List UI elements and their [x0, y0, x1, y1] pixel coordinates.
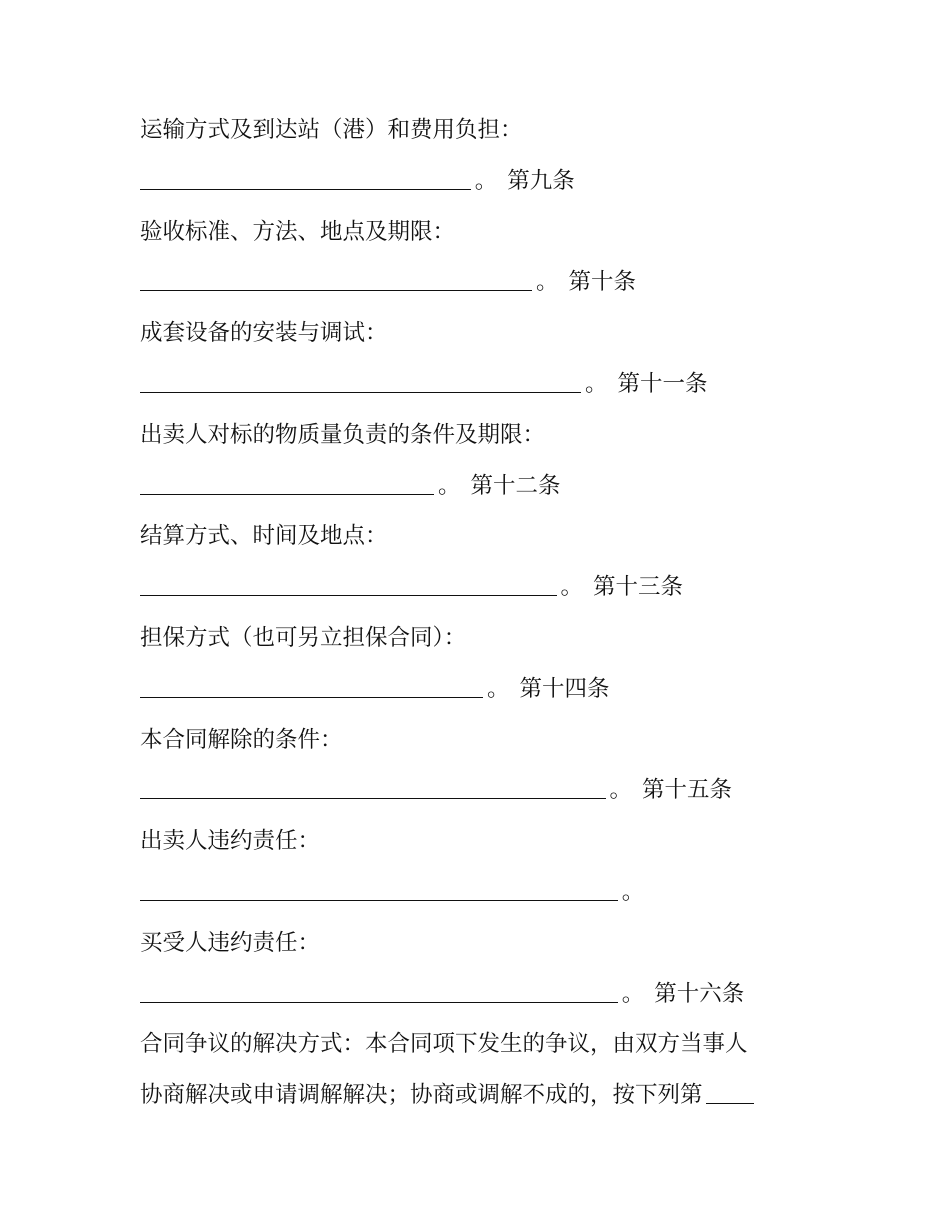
- fill-in-blank[interactable]: [140, 158, 471, 190]
- blank-fill-line: [140, 765, 820, 816]
- clause-text-line: 运输方式及到达站（港）和费用负担：: [140, 117, 523, 143]
- blank-fill-line: [140, 664, 820, 715]
- article-number: 第十一条: [617, 370, 708, 397]
- fill-in-blank[interactable]: [706, 1072, 754, 1104]
- period-mark: 。: [621, 980, 645, 1007]
- period-mark: 。: [438, 472, 461, 499]
- fill-in-blank[interactable]: [140, 361, 581, 393]
- fill-in-blank[interactable]: [140, 564, 557, 596]
- clause-text-line: 结算方式、时间及地点：: [140, 523, 388, 550]
- article-number: 第十三条: [593, 574, 684, 601]
- fill-in-blank[interactable]: [140, 259, 532, 291]
- article-number: 第九条: [507, 167, 575, 194]
- blank-fill-line: [140, 562, 820, 613]
- clause-text-line: 验收标准、方法、地点及期限：: [140, 218, 456, 245]
- article-number: 第十五条: [642, 777, 733, 804]
- blank-fill-line: [140, 156, 820, 207]
- fill-in-blank[interactable]: [140, 869, 618, 901]
- period-mark: 。: [621, 878, 645, 905]
- clause-text-line: 成套设备的安装与调试：: [140, 320, 388, 347]
- clause-text-line: 出卖人违约责任：: [140, 828, 321, 855]
- clause-text-line: 担保方式（也可另立担保合同）：: [140, 624, 467, 651]
- blank-fill-line: [140, 969, 820, 1020]
- period-mark: 。: [536, 269, 559, 296]
- article-number: 第十二条: [470, 472, 561, 499]
- blank-fill-line: [140, 257, 820, 308]
- blank-fill-line: [140, 867, 820, 918]
- article-number: 第十四条: [519, 675, 610, 702]
- period-mark: 。: [585, 370, 608, 397]
- blank-fill-line: [140, 461, 820, 512]
- clause-text-line: 买受人违约责任：: [140, 929, 321, 956]
- fill-in-blank[interactable]: [140, 971, 618, 1003]
- contract-body: [140, 105, 820, 1121]
- clause-text-line: 出卖人对标的物质量负责的条件及期限：: [140, 421, 546, 448]
- blank-fill-line: [140, 359, 820, 410]
- article-number: 第十六条: [654, 980, 745, 1007]
- period-mark: 。: [560, 574, 584, 601]
- clause-text-line: 合同争议的解决方式：本合同项下发生的争议，由双方当事人: [140, 1031, 748, 1058]
- fill-in-blank[interactable]: [140, 666, 483, 698]
- period-mark: 。: [609, 777, 633, 804]
- fill-in-blank[interactable]: [140, 767, 606, 799]
- fill-in-blank[interactable]: [140, 463, 434, 495]
- period-mark: 。: [487, 675, 510, 702]
- article-number: 第十条: [568, 269, 637, 296]
- clause-text-line: 本合同解除的条件：: [140, 726, 343, 753]
- clause-text: 协商解决或申请调解解决；协商或调解不成的，按下列第: [140, 1082, 703, 1109]
- period-mark: 。: [474, 167, 498, 194]
- clause-text-line: [140, 1070, 820, 1121]
